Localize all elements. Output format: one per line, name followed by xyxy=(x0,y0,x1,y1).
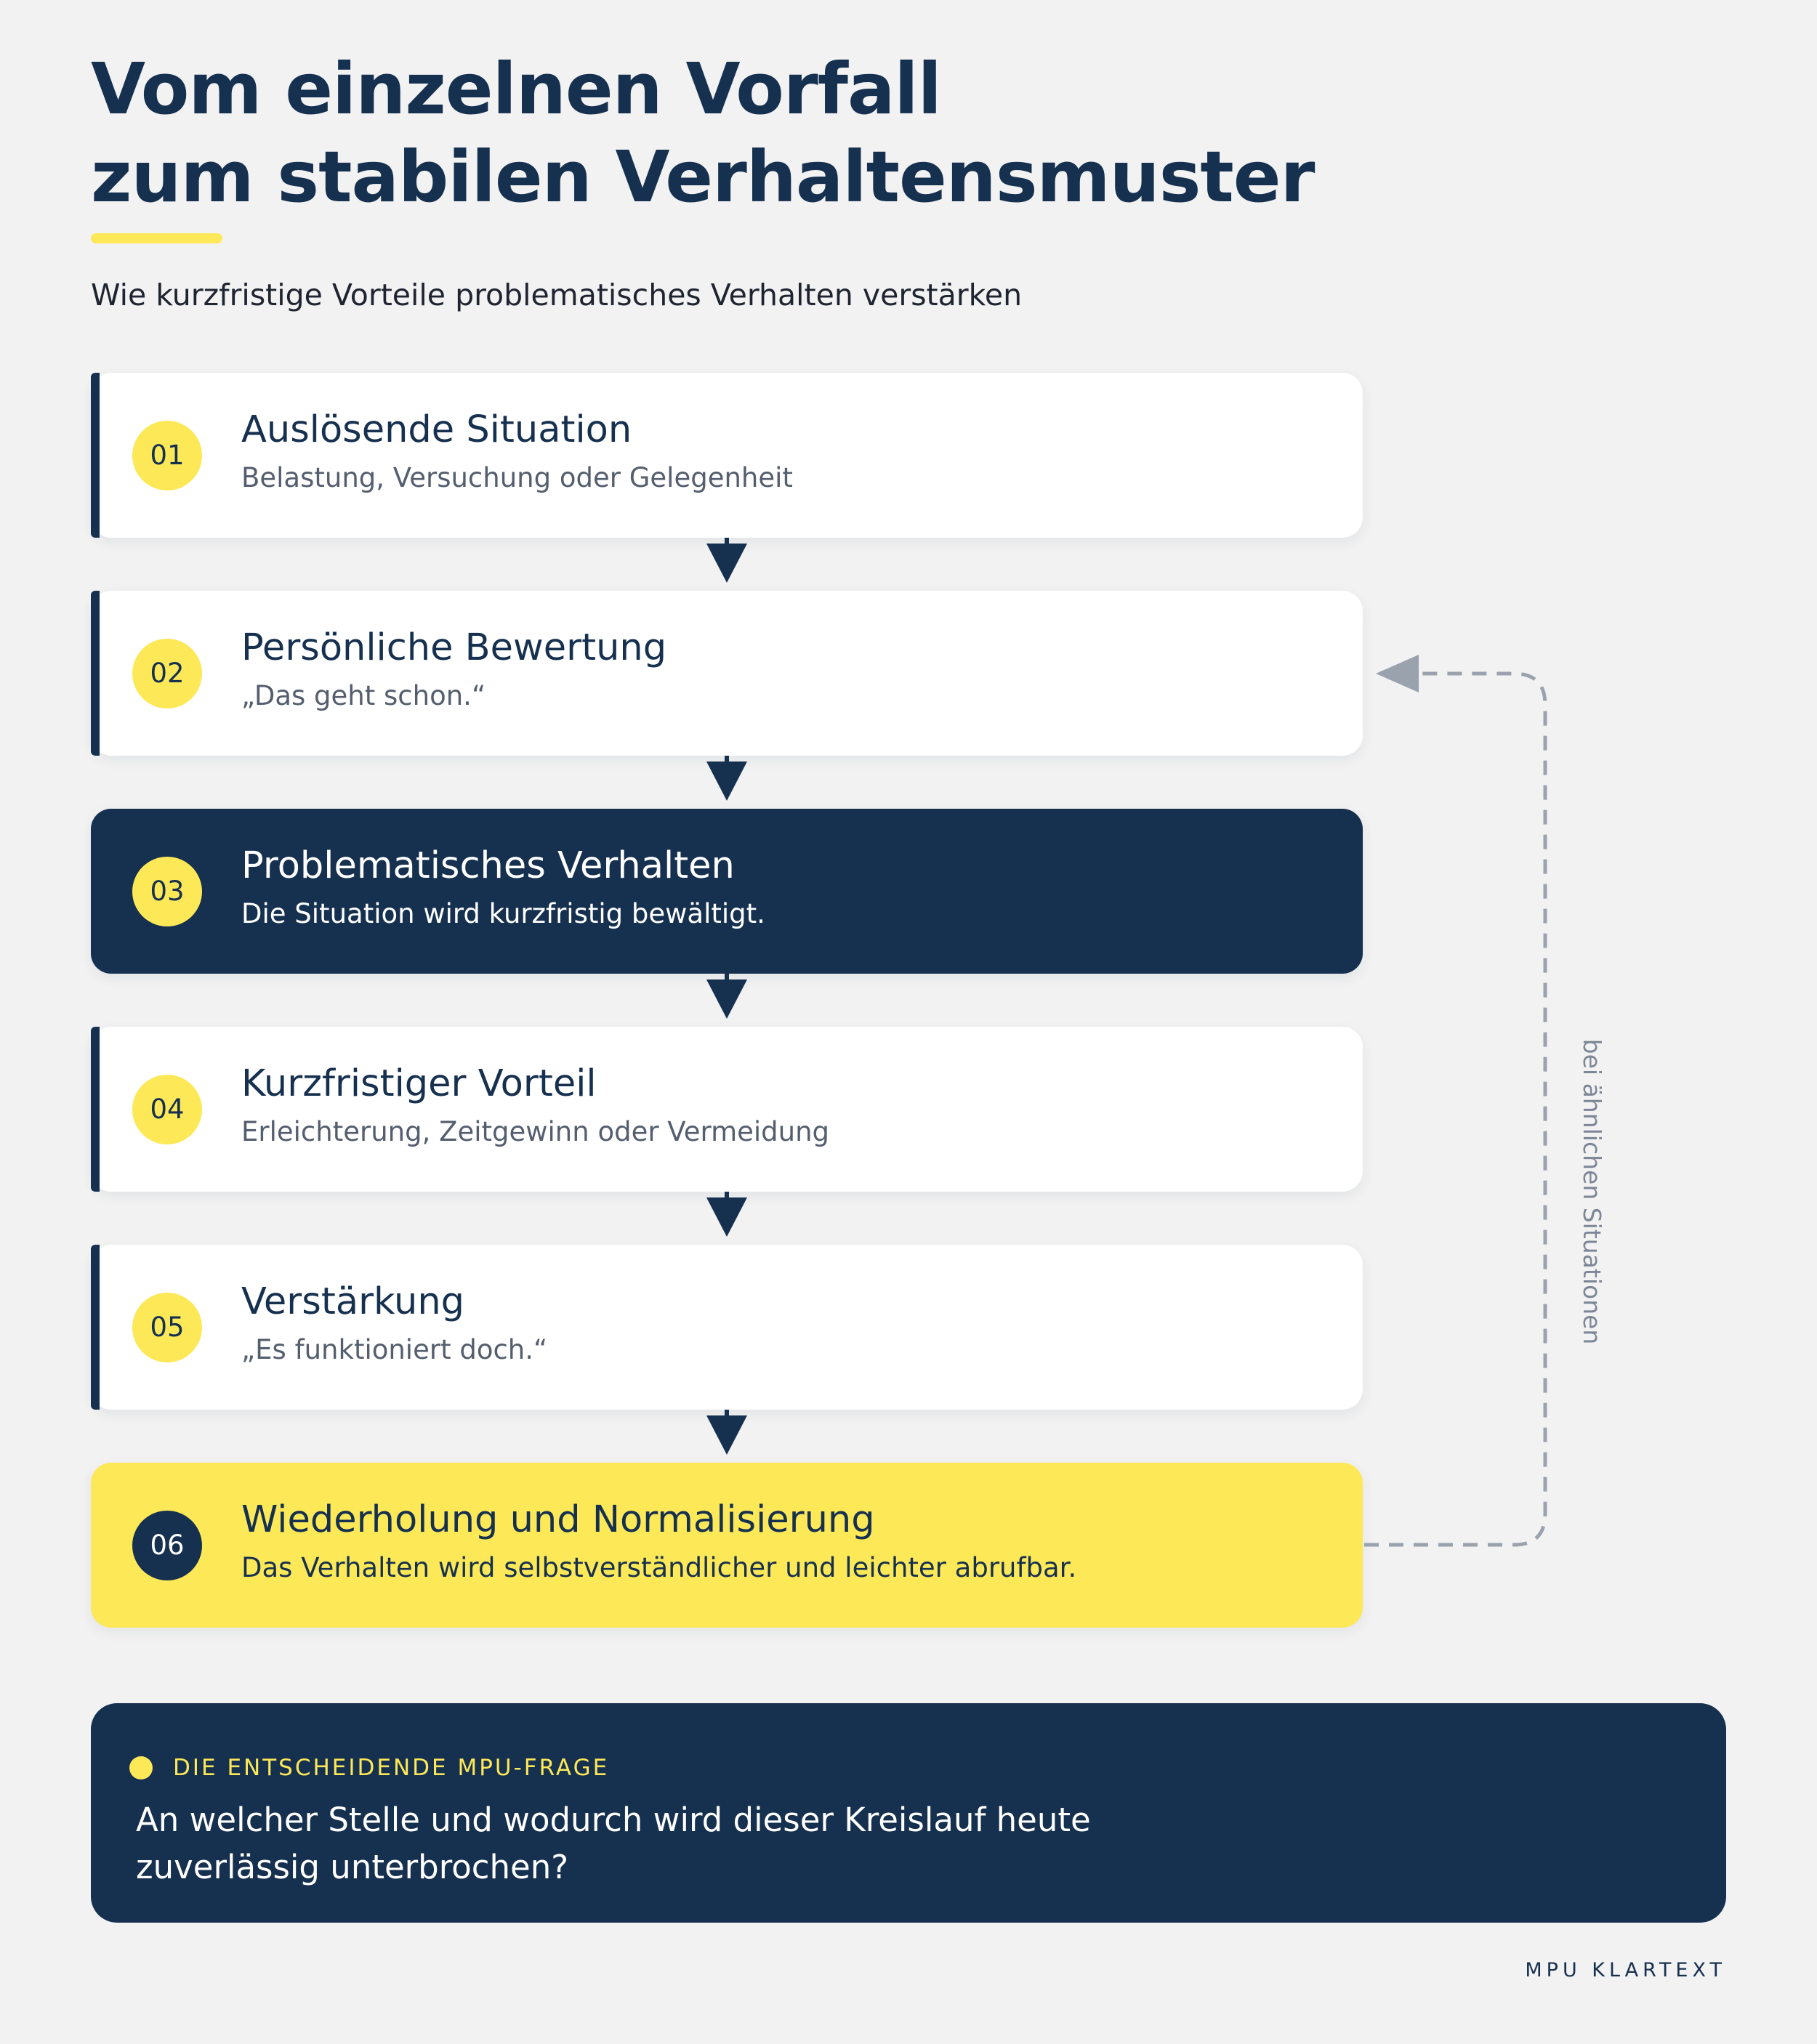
loop-dashed-line xyxy=(1364,674,1545,1545)
step-description: Belastung, Versuchung oder Gelegenheit xyxy=(241,462,793,493)
loop-arrowhead-icon xyxy=(1376,655,1419,692)
step-description: Die Situation wird kurzfristig bewältigt. xyxy=(241,898,765,929)
step-number-badge: 03 xyxy=(132,857,202,926)
step-title: Problematisches Verhalten xyxy=(241,844,735,887)
step-number-badge: 01 xyxy=(132,421,202,490)
title-line-2: zum stabilen Verhaltensmuster xyxy=(91,136,1315,218)
brand-footer: MPU KLARTEXT xyxy=(1525,1959,1726,1982)
page-subtitle: Wie kurzfristige Vorteile problematisches Verhalten verstärken xyxy=(91,278,1023,312)
step-number-badge: 05 xyxy=(132,1293,202,1362)
question-text: An welcher Stelle und wodurch wird dieser Kreislauf heute zuverlässig unterbrochen? xyxy=(136,1801,1091,1886)
step-title: Wiederholung und Normalisierung xyxy=(241,1498,875,1541)
step-title: Auslösende Situation xyxy=(241,408,632,451)
step-description: Erleichterung, Zeitgewinn oder Vermeidung xyxy=(241,1116,830,1147)
step-description: „Es funktioniert doch.“ xyxy=(241,1334,548,1365)
title-line-1: Vom einzelnen Vorfall xyxy=(91,48,941,130)
step-title: Verstärkung xyxy=(241,1280,465,1323)
yellow-dot-icon xyxy=(129,1756,153,1780)
step-number-badge: 06 xyxy=(132,1511,202,1580)
mpu-question-box xyxy=(91,1703,1726,1923)
step-description: „Das geht schon.“ xyxy=(241,680,486,711)
step-number-badge: 02 xyxy=(132,639,202,708)
step-title: Persönliche Bewertung xyxy=(241,626,667,669)
step-number-badge: 04 xyxy=(132,1075,202,1144)
step-description: Das Verhalten wird selbstverständlicher und leichter abrufbar. xyxy=(241,1552,1077,1583)
loop-label: bei ähnlichen Situationen xyxy=(1578,1038,1606,1345)
question-label: DIE ENTSCHEIDENDE MPU-FRAGE xyxy=(173,1755,610,1781)
step-title: Kurzfristiger Vorteil xyxy=(241,1062,597,1105)
